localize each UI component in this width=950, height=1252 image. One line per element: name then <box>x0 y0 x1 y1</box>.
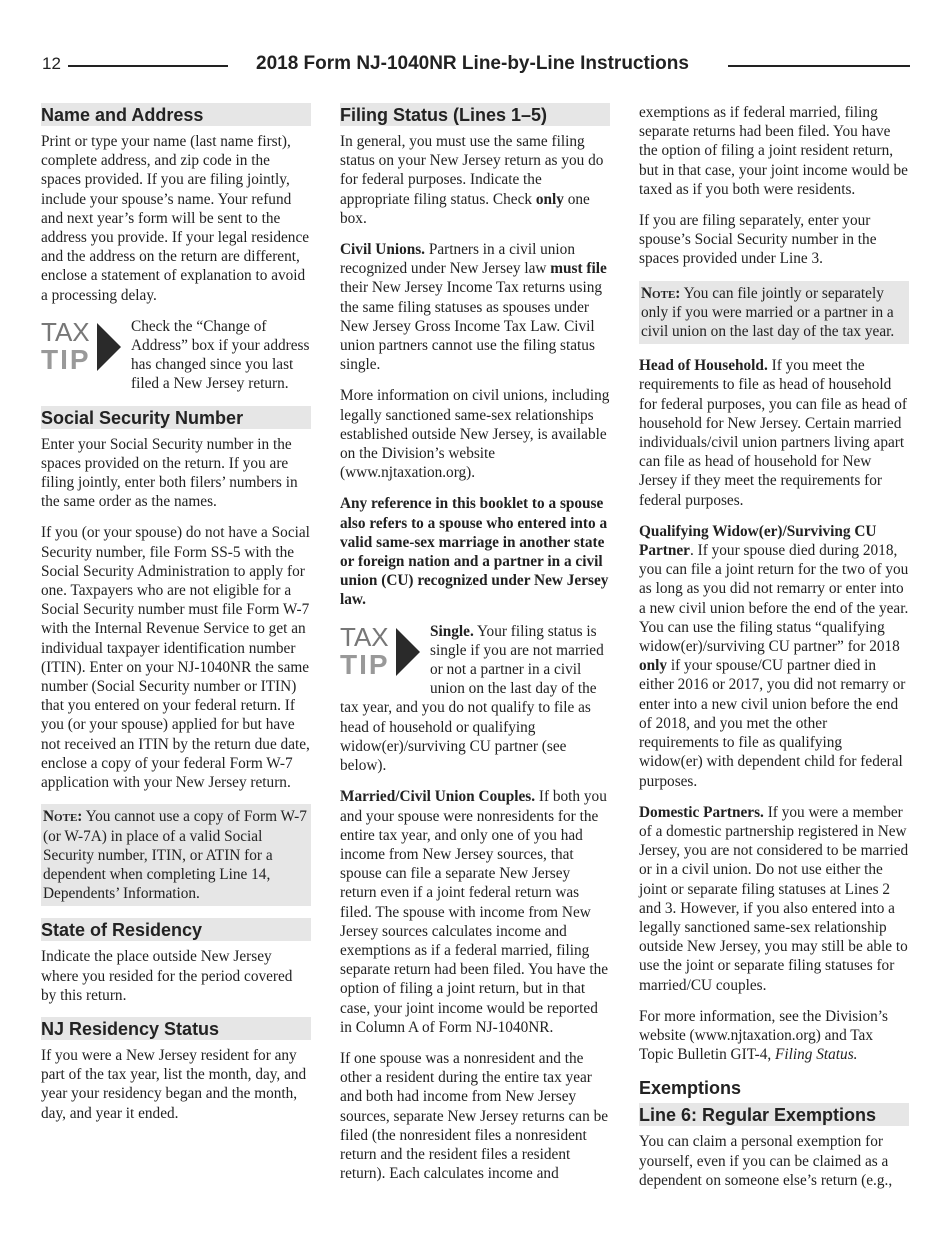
more-information-paragraph: For more information, see the Division’s website (www.njtaxation.org) and Tax Topic Bulletin GIT-4, Filing Status. <box>639 1007 888 1064</box>
spouse-reference-notice: Any reference in this booklet to a spouse also refers to a spouse who entered into a valid same-sex marriage in another state or foreign nation and a partner in a civil union (CU) recognized under New Jersey law. <box>340 495 609 609</box>
column-1 <box>41 103 311 1135</box>
tax-tip-change-address <box>41 317 311 394</box>
head-of-household-paragraph: Head of Household. If you meet the requirements to file as head of household for federal purposes, you can file as head of household for New Jersey. Certain married individuals/civil union partners living apart can file as head of household for New Jersey if they meet the requirements for federal purposes. <box>639 357 908 509</box>
section-heading-residency: State of Residency <box>41 918 311 941</box>
nj-residency-text: If you were a New Jersey resident for any part of the tax year, list the month, day, and year your residency began and the month, day, and year it ended. <box>41 1046 307 1122</box>
svg-text:TAX: TAX <box>340 621 389 652</box>
joint-separate-note <box>639 281 909 345</box>
civil-unions-paragraph: Civil Unions. Partners in a civil union recognized under New Jersey law must file their New Jersey Income Tax returns using the same filing statuses as spouses under New Jersey Gross Income Tax Law. Civil union partners cannot use the filing status single. <box>340 241 607 374</box>
one-spouse-paragraph: If one spouse was a nonresident and the other a resident during the entire tax year and both had income from New Jersey sources, separate New Jersey returns can be filed (the nonresident files a nonresident return and the resident files a resident return). Each calculates income and <box>340 1049 609 1183</box>
section-heading-filing-status: Filing Status (Lines 1–5) <box>340 103 610 126</box>
domestic-partners-paragraph: Domestic Partners. If you were a member of a domestic partnership registered in New Jersey, you are not considered to be married or in a civil union. Do not use either the joint or separate filing statuses at Lines 2 and 3. However, if you also entered into a legally sanctioned same-sex relationship outside New Jersey, you may still be able to use the joint or separate filing statuses for married/CU couples. <box>639 803 909 994</box>
qualifying-widow-paragraph: Qualifying Widow(er)/Surviving CU Partner. If your spouse died during 2018, you can file a joint return for the two of you as long as you did not remarry or enter into a new civil union before the end of the year. You can use the filing status “qualifying widow(er)/surviving CU partner” for 2018 only if your spouse/CU partner died in either 2016 or 2017, you did not remarry or enter into a new civil union before the end of 2018, and you met the other requirements to file as qualifying widow(er) with dependent child for federal purposes. <box>639 522 909 790</box>
section-heading-nj-residency: NJ Residency Status <box>41 1017 311 1040</box>
ssn-text-2: If you (or your spouse) do not have a Social Security number, file Form SS-5 with the Social Security Administration to apply for one. Taxpayers who are not eligible for a Social Security number must file Form W-7 with the Internal Revenue Service to get an individual taxpayer identification number (ITIN). Enter on your NJ-1040NR the same number (Social Security number or ITIN) that you entered on your federal return. If you (or your spouse) applied for but have not received an ITIN by the return due date, enclose a copy of your federal Form W-7 application with your New Jersey return. <box>41 524 310 792</box>
name-address-text: Print or type your name (last name first), complete address, and zip code in the spaces provided. If you are filing jointly, include your spouse’s name. Your refund and next year’s form will be sent to the address you provide. If your legal residence and the address on the return are different, enclose a statement of explanation to avoid a processing delay. <box>41 133 310 304</box>
section-heading-ssn: Social Security Number <box>41 406 311 429</box>
section-heading-exemptions: Exemptions <box>639 1078 742 1099</box>
column-3 <box>639 103 909 1202</box>
continued-text: exemptions as if federal married, filing separate returns had been filed. You have the option of filing a joint resident return, but in that case, your joint income would be taxed as if you both were residents. <box>639 104 908 198</box>
page-title: 2018 Form NJ-1040NR Line-by-Line Instructions <box>256 53 689 74</box>
tax-tip-icon <box>41 317 127 375</box>
separate-filing-text: If you are filing separately, enter your spouse’s Social Security number in the spaces provided under Line 3. <box>639 212 877 268</box>
married-couples-paragraph: Married/Civil Union Couples. If both you and your spouse were nonresidents for the entire tax year, and only one of you had income from New Jersey sources, that spouse can file a separate New Jersey return even if a joint federal return was filed. The spouse with income from New Jersey sources calculates income and exemptions as if a federal married, filing separate return had been filed. You have the option of filing a joint return, but in that case, your joint income would be reported in Column A of Form NJ-1040NR. <box>340 788 609 1036</box>
header-rule-right <box>728 65 910 67</box>
note-label: Note: <box>43 808 83 826</box>
svg-text:TIP: TIP <box>41 343 91 375</box>
residency-text: Indicate the place outside New Jersey where you resided for the period covered by this return. <box>41 948 293 1004</box>
section-heading-name-address: Name and Address <box>41 103 311 126</box>
page-header <box>0 54 950 78</box>
tax-tip-icon <box>340 622 426 680</box>
page-number: 12 <box>42 54 61 73</box>
ssn-note <box>41 804 311 906</box>
filing-status-intro: In general, you must use the same filing status on your New Jersey return as you do for federal purposes. Indicate the appropriate filing status. Check only one box. <box>340 133 604 227</box>
note-text: You cannot use a copy of Form W-7 (or W-7A) in place of a valid Social Security number, ITIN, or ATIN for a dependent when completing Line 14, Dependents’ Information. <box>43 808 307 903</box>
svg-text:TAX: TAX <box>41 316 90 347</box>
tax-tip-text: Check the “Change of Address” box if your address has changed since you last filed a New Jersey return. <box>131 317 310 393</box>
note-text: You can file jointly or separately only if you were married or a partner in a civil union on the last day of the tax year. <box>641 284 895 341</box>
section-heading-line-6: Line 6: Regular Exemptions <box>639 1103 909 1126</box>
note-label: Note: <box>641 284 681 302</box>
civil-unions-more-info: More information on civil unions, including legally sanctioned same-sex relationships established outside New Jersey, is available on the Division’s website (www.njtaxation.org). <box>340 387 610 482</box>
column-2 <box>340 103 610 1195</box>
svg-text:TIP: TIP <box>340 648 390 680</box>
line-6-text: You can claim a personal exemption for yourself, even if you can be claimed as a dependent on someone else’s return (e.g., <box>639 1133 893 1189</box>
ssn-text-1: Enter your Social Security number in the spaces provided on the return. If you are filing jointly, enter both filers’ numbers in the same order as the names. <box>41 435 298 511</box>
tax-tip-single: TAX TIP Single. Your filing status is single if you are not married or not a partner in a civil union on the last day of the tax year, and you do not qualify to file as head of household or qualifying widow(er)/surviving CU partner (see below). <box>340 621 604 775</box>
header-rule-left <box>68 65 228 67</box>
